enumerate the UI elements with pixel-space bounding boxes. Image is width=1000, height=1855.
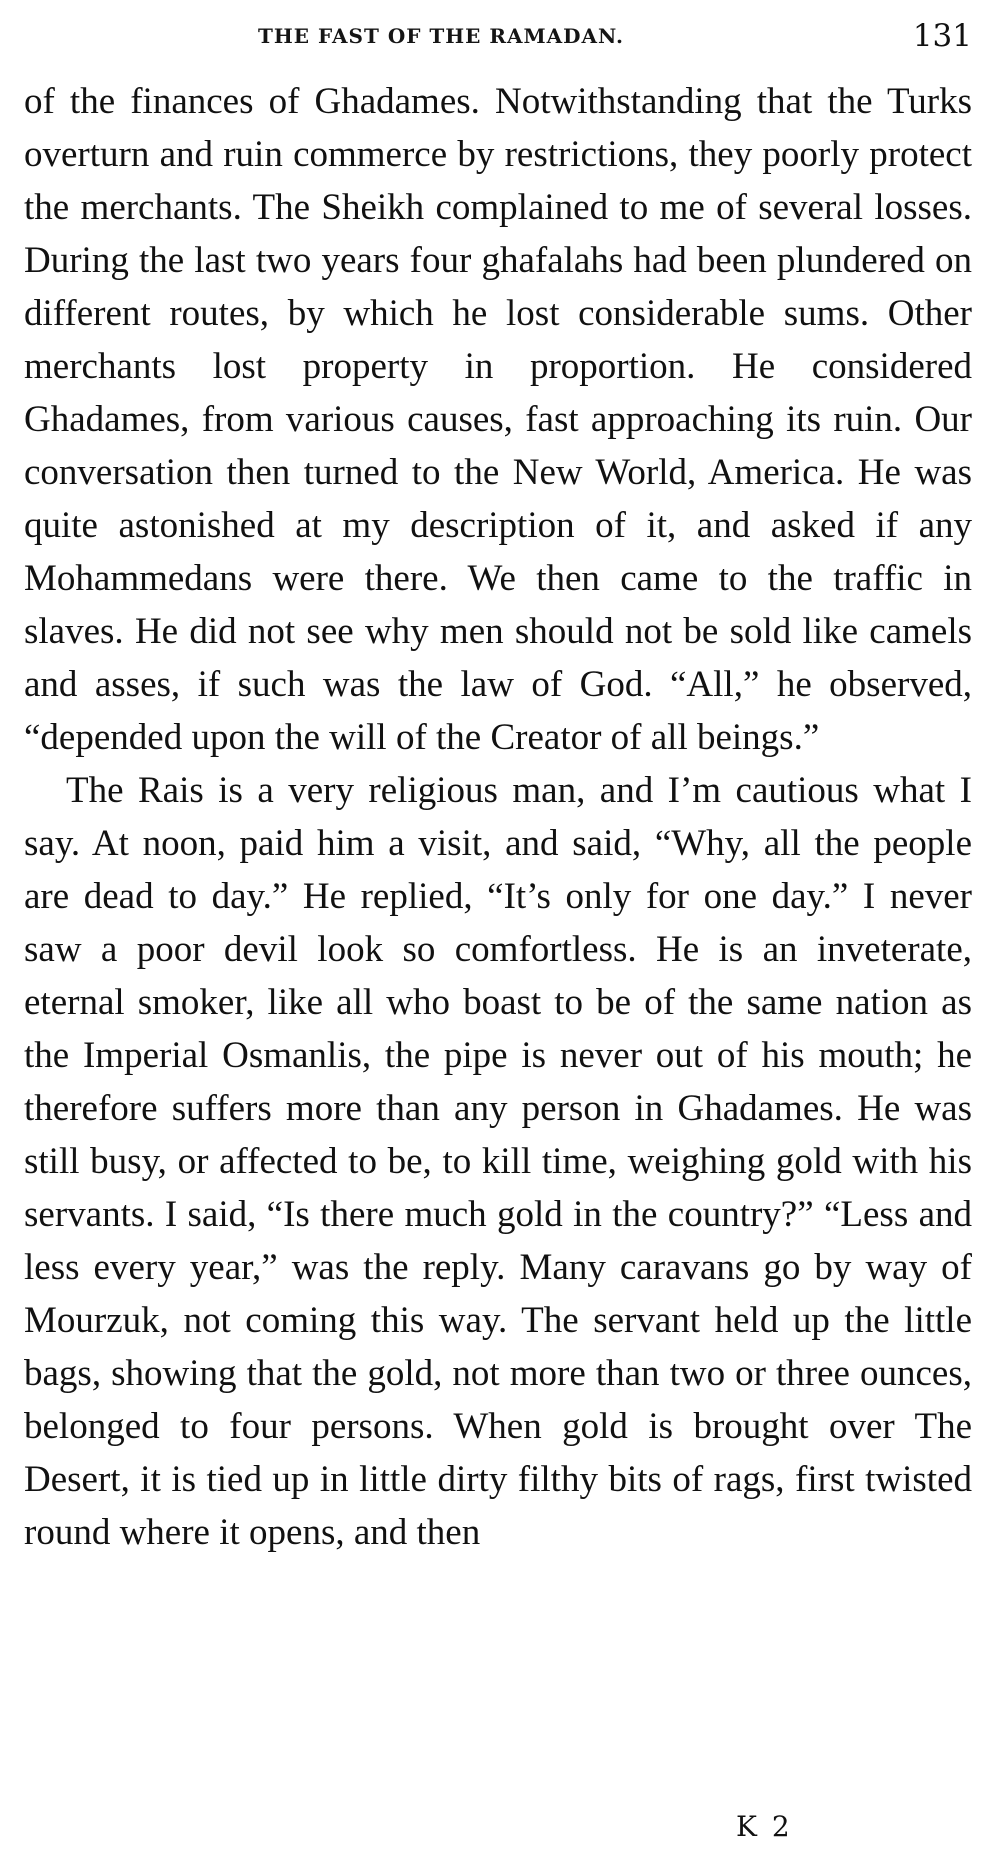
running-head [0,18,1000,58]
page-number: 131 [912,18,972,54]
paragraph-rais: The Rais is a very religious man, and I’m cautious what I say. At noon, paid him a visit, and said, “Why, all the people are dead to day.” He replied, “It’s only for one day.” I never saw a poor devil look so comfortless. He is an inveterate, eternal smoker, like all who boast to be of the same nation as the Imperial Osmanlis, the pipe is never out of his mouth; he therefore suffers more than any person in Ghadames. He was still busy, or affected to be, to kill time, weighing gold with his servants. I said, “Is there much gold in the country?” “Less and less every year,” was the reply. Many caravans go by way of Mourzuk, not coming this way. The servant held up the little bags, showing that the gold, not more than two or three ounces, belonged to four persons. When gold is brought over The Desert, it is tied up in little dirty filthy bits of rags, first twisted round where it opens, and then [24,770,972,1553]
body-text [24,75,972,1559]
paragraph-continuation: of the finances of Ghadames. Notwithstanding that the Turks overturn and ruin commerce by restrictions, they poorly protect the merchants. The Sheikh complained to me of several losses. During the last two years four ghafalahs had been plundered on different routes, by which he lost considerable sums. Other merchants lost property in proportion. He considered Ghadames, from various causes, fast approaching its ruin. Our conversation then turned to the New World, America. He was quite astonished at my description of it, and asked if any Mohammedans were there. We then came to the traffic in slaves. He did not see why men should not be sold like camels and asses, if such was the law of God. “All,” he observed, “depended upon the will of the Creator of all beings.” [24,81,972,758]
running-title: THE FAST OF THE RAMADAN. [258,24,625,48]
signature-mark: K 2 [736,1810,793,1843]
